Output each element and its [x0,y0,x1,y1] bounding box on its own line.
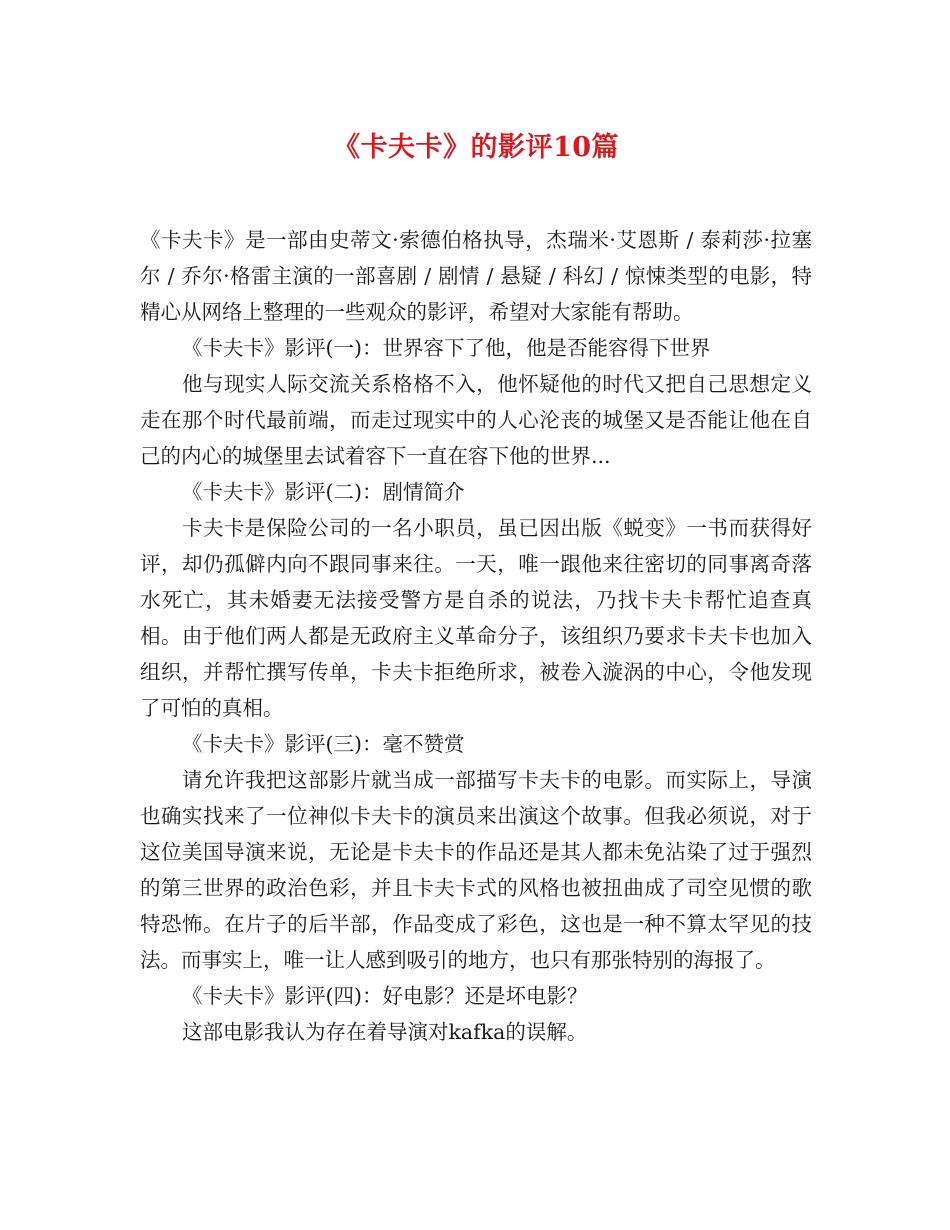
document-title: 《卡夫卡》的影评10篇 [332,132,620,163]
document-page [140,128,812,1050]
review-2-heading: 《卡夫卡》影评(二)：剧情简介 [182,480,465,504]
review-1-heading: 《卡夫卡》影评(一)：世界容下了他，他是否能容得下世界 [182,336,711,360]
review-3-body: 请允许我把这部影片就当成一部描写卡夫卡的电影。而实际上，导演也确实找来了一位神似卡夫卡的演员来出演这个故事。但我必须说，对于这位美国导演来说，无论是卡夫卡的作品还是其人都未免沾染了过于强烈的第三世界的政治色彩，并且卡夫卡式的风格也被扭曲成了司空见惯的歌特恐怖。在片子的后半部，作品变成了彩色，这也是一种不算太罕见的技法。而事实上，唯一让人感到吸引的地方，也只有那张特别的海报了。 [140,768,812,972]
review-4-body: 这部电影我认为存在着导演对kafka的误解。 [182,1020,588,1044]
review-4-heading: 《卡夫卡》影评(四)：好电影？还是坏电影？ [182,984,588,1008]
review-1-body: 他与现实人际交流关系格格不入，他怀疑他的时代又把自己思想定义走在那个时代最前端，而走过现实中的人心沦丧的城堡又是否能让他在自己的内心的城堡里去试着容下一直在容下他的世界... [140,372,812,468]
review-2-body: 卡夫卡是保险公司的一名小职员，虽已因出版《蜕变》一书而获得好评，却仍孤僻内向不跟同事来往。一天，唯一跟他来往密切的同事离奇落水死亡，其未婚妻无法接受警方是自杀的说法，乃找卡夫卡帮忙追查真相。由于他们两人都是无政府主义革命分子，该组织乃要求卡夫卡也加入组织，并帮忙撰写传单，卡夫卡拒绝所求，被卷入漩涡的中心，令他发现了可怕的真相。 [140,516,812,720]
review-3-heading: 《卡夫卡》影评(三)：毫不赞赏 [182,732,465,756]
intro-paragraph: 《卡夫卡》是一部由史蒂文·索德伯格执导，杰瑞米·艾恩斯 / 泰莉莎·拉塞尔 / 乔尔·格雷主演的一部喜剧 / 剧情 / 悬疑 / 科幻 / 惊悚类型的电影，特精心从网络上整理的一些观众的影评，希望对大家能有帮助。 [140,228,812,324]
